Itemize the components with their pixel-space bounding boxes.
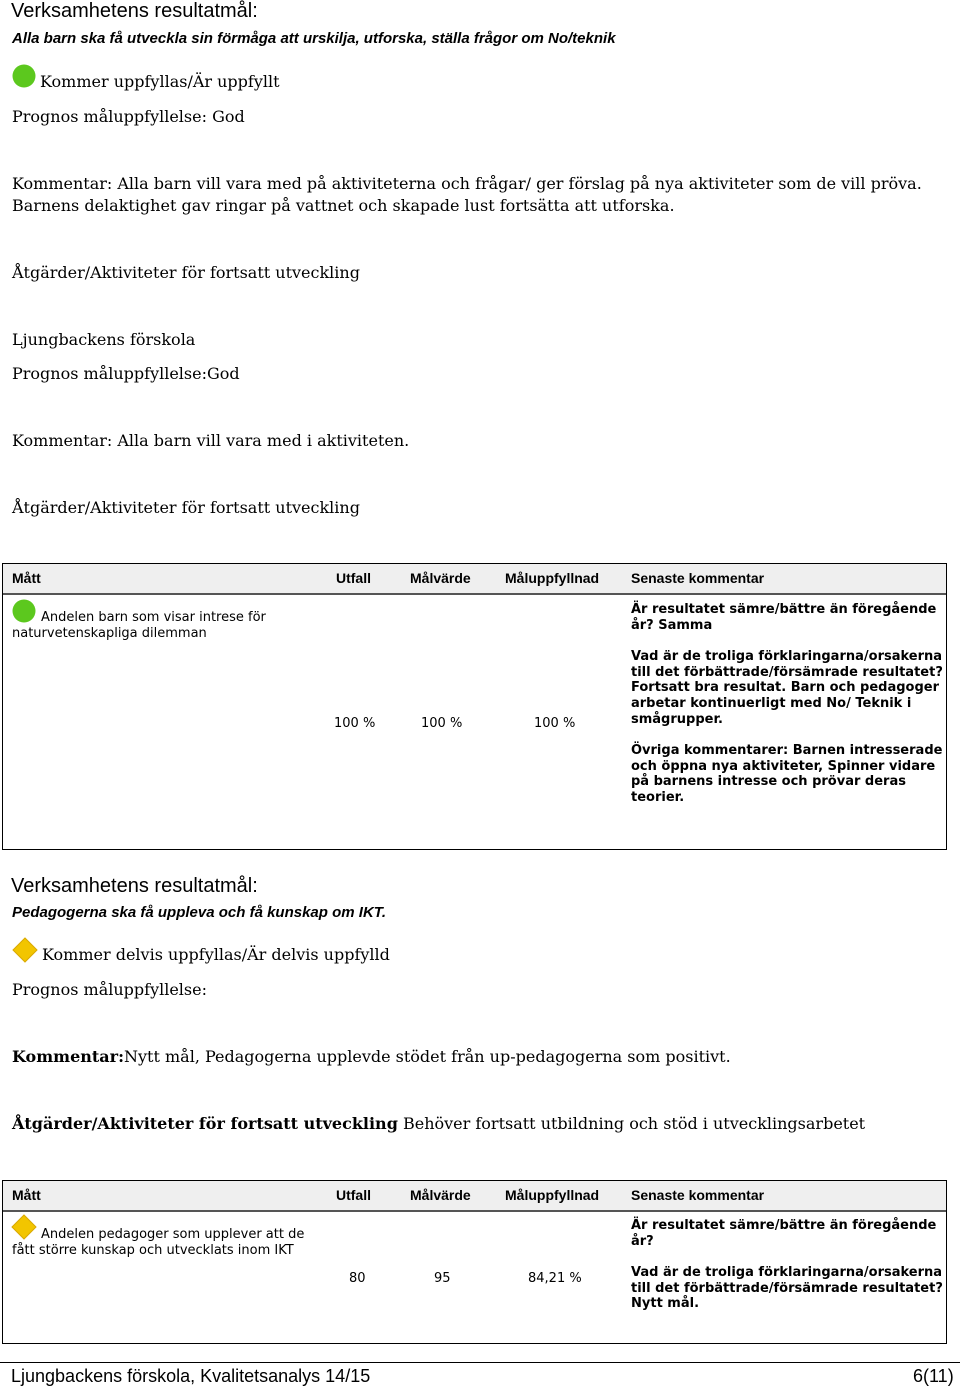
section1-kommentar: Kommentar: Alla barn vill vara med på aktiviteterna och frågar/ ger förslag på nya aktiviteter som de vill pröva. Barnens delaktighet gav ringar på vattnet och skapade lust fortsätta att utforska. [12, 174, 922, 215]
atgarder-text: Behöver fortsatt utbildning och stöd i utvecklingsarbetet [397, 1114, 866, 1133]
table-header [3, 1181, 946, 1212]
unit-prognos: Prognos måluppfyllelse:God [12, 364, 240, 383]
comment-paragraph: Övriga kommentarer: Barnen intresserade och öppna nya aktiviteter, Spinner vidare på barnens intresse och prövar deras teorier. [631, 742, 943, 806]
section2-prognos: Prognos måluppfyllelse: [12, 980, 207, 999]
kommentar-text: Nytt mål, Pedagogerna upplevde stödet från up-pedagogerna som positivt. [124, 1047, 731, 1066]
atgarder-label: Åtgärder/Aktiviteter för fortsatt utveckling [12, 1114, 398, 1133]
footer-left: Ljungbackens förskola, Kvalitetsanalys 14/15 [11, 1366, 371, 1386]
section2-status-label: Kommer delvis uppfyllas/Är delvis uppfylld [42, 945, 390, 964]
section1-heading: Verksamhetens resultatmål: [11, 0, 258, 22]
col-senaste-kommentar: Senaste kommentar [631, 570, 765, 586]
kommentar-label: Kommentar: [12, 1047, 124, 1066]
measures-table-2 [2, 1180, 947, 1344]
comment-paragraph: Vad är de troliga förklaringarna/orsakerna till det förbättrade/försämrade resultatet? Fortsatt bra resultat. Barn och pedagoger arbetar kontinuerligt med No/ Teknik i smågrupper. [631, 648, 943, 727]
section2-atgarder [12, 1114, 865, 1133]
footer-rule [0, 1362, 960, 1363]
cell-maluppfyllnad: 84,21 % [528, 1271, 582, 1286]
cell-senaste-kommentar [631, 1218, 943, 1328]
green-circle-icon [12, 599, 36, 623]
cell-utfall: 80 [349, 1271, 366, 1286]
section1-status-label: Kommer uppfyllas/Är uppfyllt [40, 72, 280, 91]
section2-heading: Verksamhetens resultatmål: [11, 875, 258, 897]
comment-paragraph: Är resultatet sämre/bättre än föregående år? [631, 1218, 937, 1249]
measures-table-1 [2, 563, 947, 850]
section1-goal: Alla barn ska få utveckla sin förmåga att urskilja, utforska, ställa frågor om No/teknik [12, 30, 616, 47]
unit-atgarder: Åtgärder/Aktiviteter för fortsatt utveckling [12, 498, 360, 517]
col-maluppfyllnad: Måluppfyllnad [505, 570, 600, 586]
table-header [3, 564, 946, 595]
col-utfall: Utfall [336, 1187, 371, 1203]
page-number: 6(11) [913, 1366, 954, 1386]
unit-name: Ljungbackens förskola [12, 330, 196, 349]
cell-senaste-kommentar [631, 602, 943, 821]
cell-malvarde: 100 % [421, 716, 463, 731]
col-malvarde: Målvärde [410, 1187, 471, 1203]
yellow-diamond-icon [11, 1214, 37, 1240]
col-maluppfyllnad: Måluppfyllnad [505, 1187, 600, 1203]
measure-name-line2: fått större kunskap och utvecklats inom IKT [12, 1243, 294, 1258]
section2-status [12, 937, 390, 964]
cell-utfall: 100 % [334, 716, 376, 731]
cell-malvarde: 95 [434, 1271, 451, 1286]
col-senaste-kommentar: Senaste kommentar [631, 1187, 765, 1203]
comment-paragraph: Är resultatet sämre/bättre än föregående år? Samma [631, 602, 937, 633]
measure-name-line1: Andelen barn som visar intrese för [41, 610, 266, 625]
unit-kommentar: Kommentar: Alla barn vill vara med i aktiviteten. [12, 431, 410, 450]
col-malvarde: Målvärde [410, 570, 471, 586]
col-utfall: Utfall [336, 570, 371, 586]
section1-atgarder: Åtgärder/Aktiviteter för fortsatt utveckling [12, 263, 360, 282]
measure-name-line1: Andelen pedagoger som upplever att de [41, 1227, 305, 1242]
comment-paragraph: Vad är de troliga förklaringarna/orsakerna till det förbättrade/försämrade resultatet? Nytt mål. [631, 1264, 943, 1312]
section2-kommentar [12, 1047, 731, 1066]
col-matt: Mått [12, 570, 41, 586]
section2-goal: Pedagogerna ska få uppleva och få kunskap om IKT. [12, 904, 386, 921]
measure-name-line2: naturvetenskapliga dilemman [12, 626, 207, 641]
section1-prognos: Prognos måluppfyllelse: God [12, 107, 245, 126]
yellow-diamond-icon [12, 937, 38, 963]
col-matt: Mått [12, 1187, 41, 1203]
section1-status [12, 64, 280, 91]
green-circle-icon [12, 64, 36, 88]
cell-maluppfyllnad: 100 % [534, 716, 576, 731]
